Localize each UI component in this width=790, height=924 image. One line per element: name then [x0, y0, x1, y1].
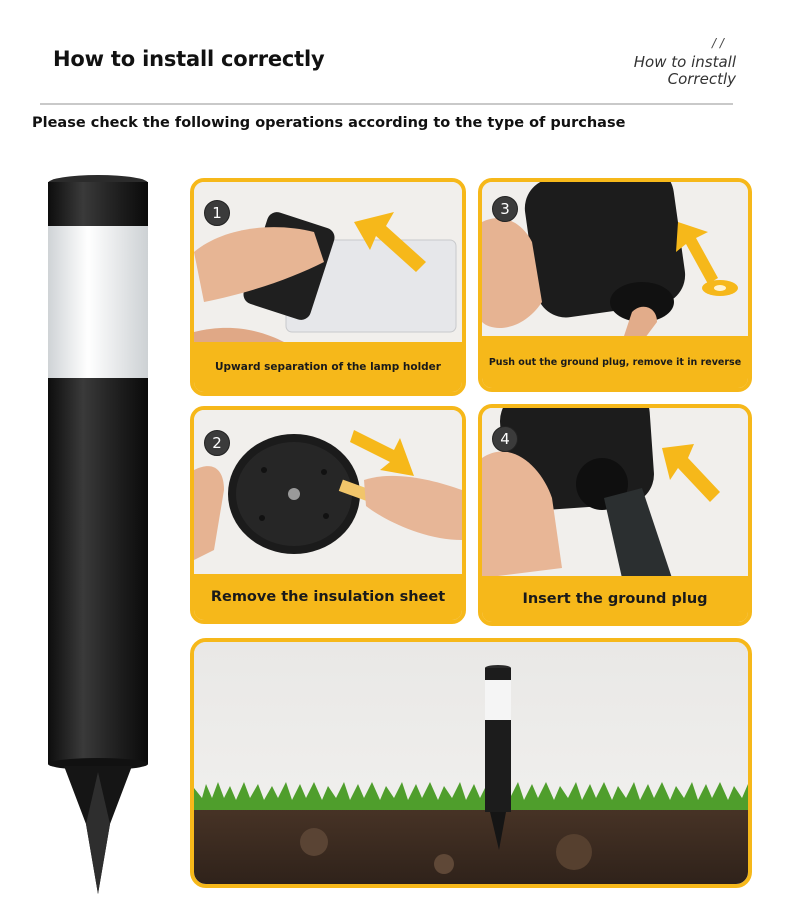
- page-title: How to install correctly: [53, 47, 325, 71]
- step-4-illustration: [482, 408, 748, 578]
- header-divider: [40, 103, 733, 105]
- step-caption-bar: [482, 336, 748, 388]
- step-number-badge: 4: [492, 426, 518, 452]
- step-card-2: [190, 406, 466, 624]
- step-number-badge: 2: [204, 430, 230, 456]
- step-1-illustration: [194, 182, 462, 348]
- step-2-illustration: [194, 410, 462, 576]
- step-caption: Upward separation of the lamp holder: [215, 361, 441, 373]
- step-caption-bar: [194, 574, 462, 620]
- step-number-badge: 1: [204, 200, 230, 226]
- page-subtitle: Please check the following operations according to the type of purchase: [32, 115, 626, 131]
- title-english-line-2: Correctly: [667, 70, 736, 88]
- step-caption: Remove the insulation sheet: [210, 589, 446, 605]
- step-caption: Push out the ground plug, remove it in reverse: [488, 356, 742, 368]
- installed-lamp-card: [190, 638, 752, 888]
- step-card-4: [478, 404, 752, 626]
- installed-lamp-illustration: [194, 642, 748, 884]
- decorative-slashes: / /: [712, 36, 724, 50]
- title-english: [634, 54, 736, 88]
- step-number-badge: 3: [492, 196, 518, 222]
- title-english-line-1: How to install: [633, 53, 736, 71]
- step-caption: Insert the ground plug: [522, 591, 708, 607]
- step-3-illustration: [482, 182, 748, 342]
- step-card-1: [190, 178, 466, 396]
- product-image-solar-lamp: [40, 172, 160, 902]
- step-caption-bar: [482, 576, 748, 622]
- step-card-3: [478, 178, 752, 392]
- step-caption-bar: [194, 342, 462, 392]
